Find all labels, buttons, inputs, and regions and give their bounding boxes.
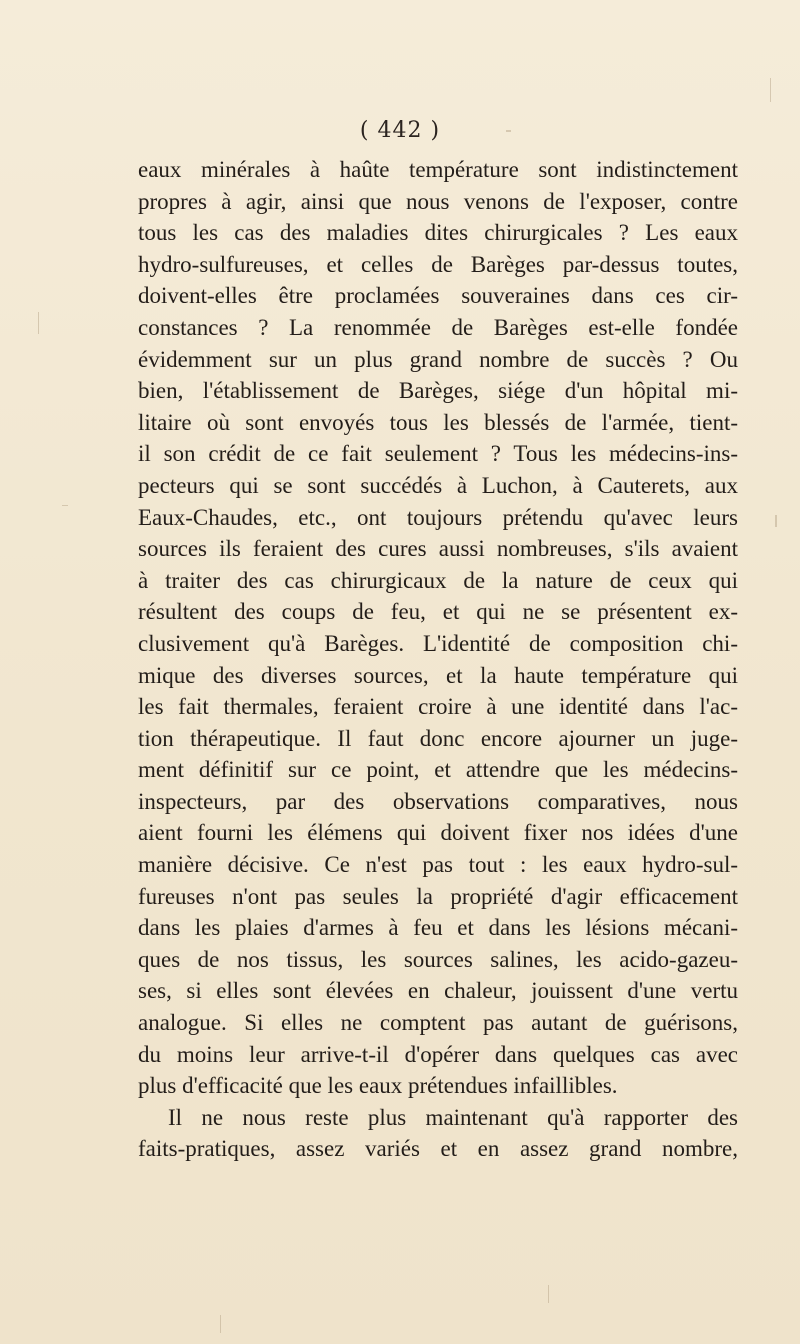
text-line: pecteurs qui se sont succédés à Luchon, à Cauterets, aux [138,472,738,498]
text-line: litaire où sont envoyés tous les blessés de l'armée, tient- [138,409,738,435]
paper-speck [506,130,511,132]
text-line: constances ? La renommée de Barèges est-elle fondée [138,314,738,340]
text-line: mique des diverses sources, et la haute température qui [138,662,738,688]
text-line: ques de nos tissus, les sources salines, les acido-gazeu- [138,946,738,972]
text-line: à traiter des cas chirurgicaux de la nature de ceux qui [138,567,738,593]
text-line: inspecteurs, par des observations comparatives, nous [138,788,738,814]
paper-speck [770,78,771,102]
paper-speck [548,1285,549,1303]
text-line: il son crédit de ce fait seulement ? Tous les médecins-ins- [138,441,738,467]
paper-speck [62,505,68,506]
text-line: ses, si elles sont élevées en chaleur, jouissent d'une vertu [138,978,738,1004]
paper-speck [38,312,39,334]
paper-speck [775,515,777,527]
text-line: tous les cas des maladies dites chirurgicales ? Les eaux [138,220,738,246]
text-line: dans les plaies d'armes à feu et dans les lésions mécani- [138,915,738,941]
text-line: du moins leur arrive-t-il d'opérer dans quelques cas avec [138,1041,738,1067]
text-line: Eaux-Chaudes, etc., ont toujours prétendu qu'avec leurs [138,504,738,530]
text-line: fureuses n'ont pas seules la propriété d'agir efficacement [138,883,738,909]
text-line: propres à agir, ainsi que nous venons de l'exposer, contre [138,188,738,214]
text-line: les fait thermales, feraient croire à une identité dans l'ac- [138,694,738,720]
text-line: sources ils feraient des cures aussi nombreuses, s'ils avaient [138,536,738,562]
text-line: résultent des coups de feu, et qui ne se présentent ex- [138,599,738,625]
text-line: eaux minérales à haûte température sont indistinctement [138,157,738,182]
text-line: ment définitif sur ce point, et attendre que les médecins- [138,757,738,783]
text-line: aient fourni les élémens qui doivent fixer nos idées d'une [138,820,738,846]
text-line: analogue. Si elles ne comptent pas autant de guérisons, [138,1010,738,1036]
text-line: tion thérapeutique. Il faut donc encore ajourner un juge- [138,725,738,751]
text-line: doivent-elles être proclamées souveraines dans ces cir- [138,283,738,309]
text-line: clusivement qu'à Barèges. L'identité de composition chi- [138,630,738,656]
page-number: ( 442 ) [359,118,441,143]
text-line: bien, l'établissement de Barèges, siége d'un hôpital mi- [138,378,738,404]
paper-speck [220,1315,221,1333]
body-text [138,154,738,1165]
text-line: évidemment sur un plus grand nombre de succès ? Ou [138,346,738,372]
text-line: manière décisive. Ce n'est pas tout : les eaux hydro-sul- [138,852,738,878]
text-line: hydro-sulfureuses, et celles de Barèges par-dessus toutes, [138,251,738,277]
paragraph-end-line: plus d'efficacité que les eaux prétendues infaillibles. [138,1073,618,1099]
paragraph-start-line: Il ne nous reste plus maintenant qu'à rapporter des [168,1104,738,1130]
text-line: faits-pratiques, assez variés et en assez grand nombre, [138,1136,738,1162]
